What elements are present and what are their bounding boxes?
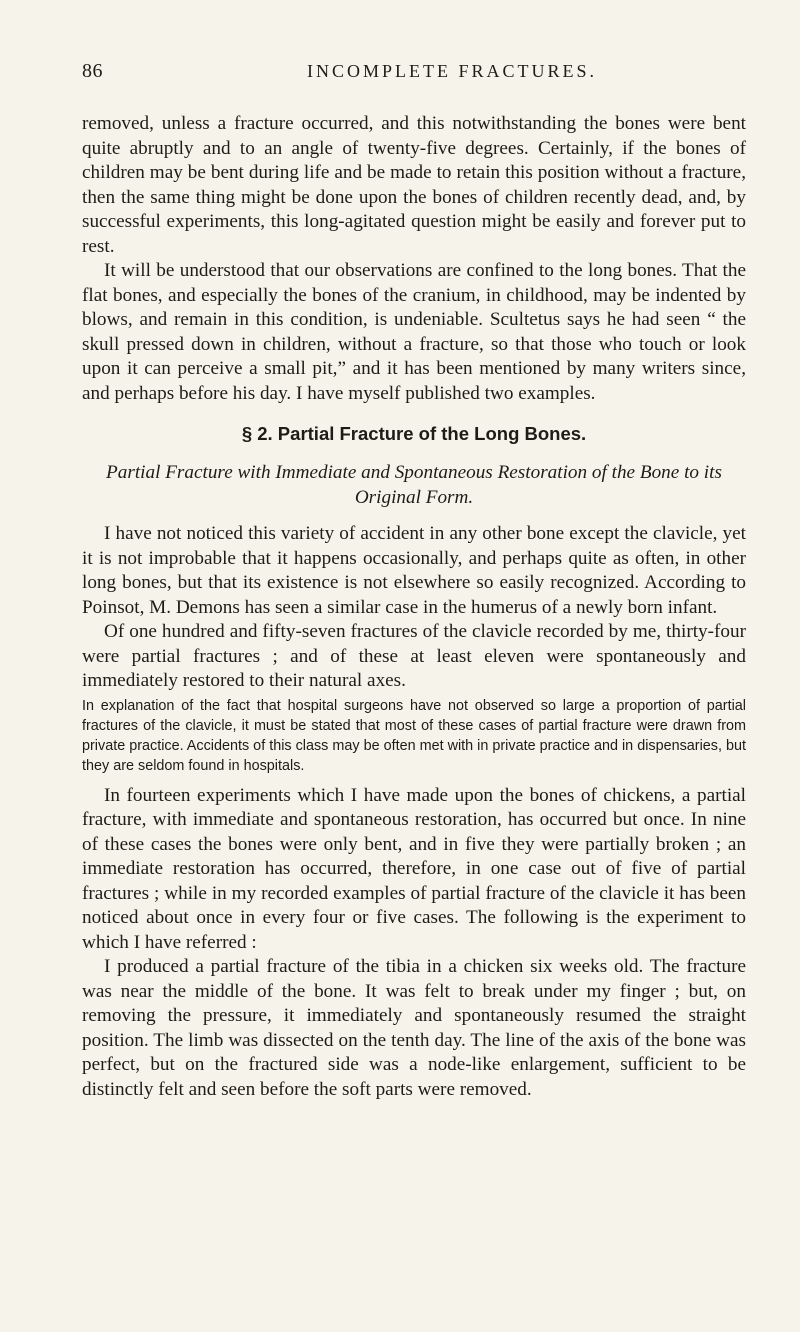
page-header xyxy=(82,60,742,90)
body-text xyxy=(82,112,746,1102)
paragraph-statistics: Of one hundred and fifty-seven fractures of the clavicle recorded by me, thirty-four were partial fractures ; and of these at least eleven were spontaneously and immediately restored to their natural axes. xyxy=(82,621,746,691)
running-head: INCOMPLETE FRACTURES. xyxy=(306,61,598,81)
paragraph-continuation: removed, unless a fracture occurred, and this notwithstanding the bones were bent quite abruptly and to an angle of twenty-five degrees. Certainly, if the bones of children may be bent during life and be made to retain this position without a fracture, then the same thing might be done upon the bones of children recently dead, and, by successful experiments, this long-agitated question might be easily and forever put to rest. xyxy=(82,113,746,257)
section-subtitle: Partial Fracture with Immediate and Spontaneous Restoration of the Bone to its Original Form. xyxy=(106,462,722,508)
explanatory-note: In explanation of the fact that hospital surgeons have not observed so large a proportion of partial fractures of the clavicle, it must be stated that most of these cases of partial fracture were drawn from private practice. Accidents of this class may be often met with in private practice and in dispensaries, but they are seldom found in hospitals. xyxy=(82,697,746,774)
page-number: 86 xyxy=(82,60,103,82)
section-title: § 2. Partial Fracture of the Long Bones. xyxy=(241,423,587,444)
paragraph-tibia-experiment: I produced a partial fracture of the tibia in a chicken six weeks old. The fracture was near the middle of the bone. It was felt to break under my finger ; but, on removing the pressure, it immediately and spontaneously resumed the straight position. The limb was dissected on the tenth day. The line of the axis of the bone was perfect, but on the fractured side was a node-like enlargement, sufficient to be distinctly felt and seen before the soft parts were removed. xyxy=(82,956,746,1100)
paragraph-experiments: In fourteen experiments which I have made upon the bones of chickens, a partial fracture, with immediate and spontaneous restoration, has occurred but once. In nine of these cases the bones were only bent, and in five they were partially broken ; an immediate restoration has occurred, therefore, in one case out of five of partial fractures ; while in my recorded examples of partial fracture of the clavicle it has been noticed about once in every four or five cases. The following is the experiment to which I have referred : xyxy=(82,784,746,953)
paragraph-long-bones: It will be understood that our observations are confined to the long bones. That the flat bones, and especially the bones of the cranium, in childhood, may be indented by blows, and remain in this condition, is undeniable. Scultetus says he had seen “ the skull pressed down in children, without a fracture, so that those who touch or look upon it can perceive a small pit,” and it has been mentioned by many writers since, and perhaps before his day. I have myself published two examples. xyxy=(82,260,746,404)
paragraph-clavicle: I have not noticed this variety of accident in any other bone except the clavicle, yet it is not improbable that it happens occasionally, and perhaps quite as often, in other long bones, but that its existence is not elsewhere so easily recognized. According to Poinsot, M. Demons has seen a similar case in the humerus of a newly born infant. xyxy=(82,523,746,618)
